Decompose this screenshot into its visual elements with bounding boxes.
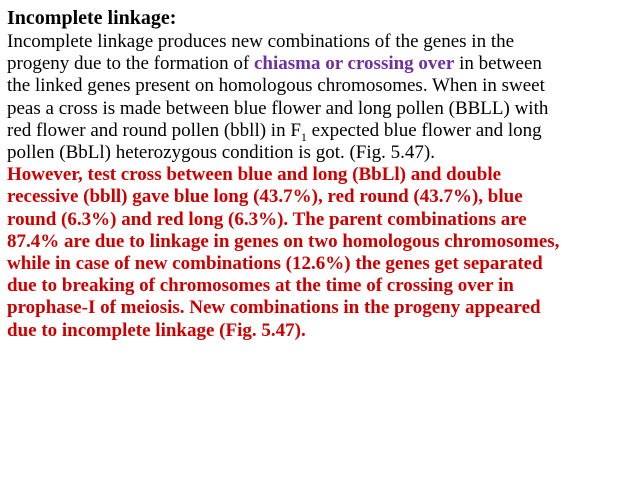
slide-content [7, 6, 635, 342]
text-line: the linked genes present on homologous chromosomes. When in sweet [7, 75, 545, 97]
emphasis-line: round (6.3%) and red long (6.3%). The parent combinations are [7, 208, 527, 230]
text-line [7, 120, 635, 142]
highlight-chiasma: chiasma or crossing over [253, 53, 455, 75]
text-span: red flower and round pollen (bbll) in F [7, 119, 301, 141]
emphasis-line: due to breaking of chromosomes at the time of crossing over in [7, 275, 514, 297]
paragraph-test-cross [7, 164, 635, 342]
emphasis-line: due to incomplete linkage (Fig. 5.47). [7, 319, 306, 341]
text-line: Incomplete linkage produces new combinations of the genes in the [7, 31, 515, 52]
slide-title: Incomplete linkage: [7, 7, 177, 29]
text-span: progeny due to the formation of [7, 53, 254, 75]
emphasis-line: prophase-I of meiosis. New combinations in the progeny appeared [7, 297, 541, 319]
emphasis-line: However, test cross between blue and long (BbLl) and double [7, 164, 502, 186]
text-line: peas a cross is made between blue flower and long pollen (BBLL) with [7, 97, 549, 119]
text-line [7, 53, 635, 75]
emphasis-line: 87.4% are due to linkage in genes on two homologous chromosomes, [7, 230, 560, 252]
emphasis-line: while in case of new combinations (12.6%) the genes get separated [7, 253, 543, 275]
emphasis-line: recessive (bbll) gave blue long (43.7%), red round (43.7%), blue [7, 186, 523, 208]
text-span: expected blue flower and long [306, 119, 542, 141]
text-span: in between [454, 53, 542, 75]
subscript-one: 1 [300, 129, 307, 144]
paragraph-intro [7, 31, 635, 164]
text-line: pollen (BbLl) heterozygous condition is got. (Fig. 5.47). [7, 142, 435, 164]
